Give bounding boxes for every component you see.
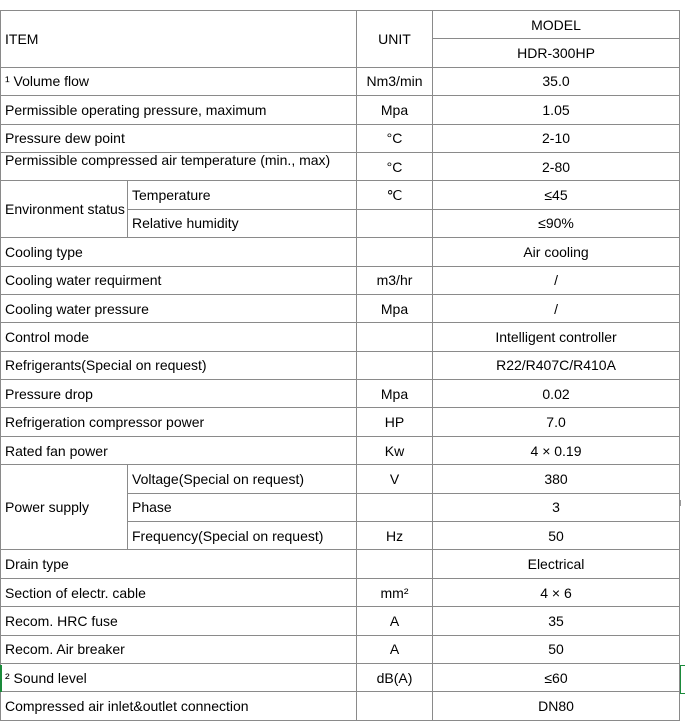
row-item: Rated fan power: [1, 436, 357, 464]
row-value: 50: [433, 522, 680, 550]
row-item: Drain type: [1, 550, 357, 578]
row-value: Air cooling: [433, 238, 680, 266]
row-unit: dB(A): [357, 663, 433, 691]
row-value: 35.0: [433, 67, 680, 95]
row-unit: V: [357, 465, 433, 493]
row-unit: m3/hr: [357, 266, 433, 294]
row-unit: [357, 493, 433, 521]
row-value: DN80: [433, 692, 680, 720]
row-subitem: Relative humidity: [128, 209, 357, 237]
row-item: Cooling type: [1, 238, 357, 266]
row-value: 4 × 0.19: [433, 436, 680, 464]
row-value: ≤45: [433, 181, 680, 209]
row-item: ¹ Volume flow: [1, 67, 357, 95]
header-unit: UNIT: [357, 11, 433, 68]
row-value: 4 × 6: [433, 578, 680, 606]
row-value: 0.02: [433, 380, 680, 408]
table-row: [1, 380, 680, 408]
row-item: Cooling water requirment: [1, 266, 357, 294]
table-row: [1, 181, 680, 209]
table-row: [1, 351, 680, 379]
row-value: ≤60: [433, 663, 680, 691]
row-value: 1.05: [433, 96, 680, 124]
row-item: Cooling water pressure: [1, 294, 357, 322]
row-unit: Kw: [357, 436, 433, 464]
row-subitem: Voltage(Special on request): [128, 465, 357, 493]
row-value: 2-10: [433, 124, 680, 152]
header-model-value: HDR-300HP: [433, 39, 680, 67]
row-unit: [357, 550, 433, 578]
row-unit: Mpa: [357, 96, 433, 124]
row-value: 380: [433, 465, 680, 493]
row-item: Section of electr. cable: [1, 578, 357, 606]
table-row: [1, 323, 680, 351]
table-row: [1, 67, 680, 95]
row-unit: [357, 692, 433, 720]
row-unit: [357, 351, 433, 379]
row-unit: Nm3/min: [357, 67, 433, 95]
row-unit: Mpa: [357, 294, 433, 322]
row-unit: [357, 323, 433, 351]
row-item: Permissible operating pressure, maximum: [1, 96, 357, 124]
row-item: Compressed air inlet&outlet connection: [1, 692, 357, 720]
row-value: 50: [433, 635, 680, 663]
row-value: ≤90%: [433, 209, 680, 237]
row-unit: °C: [357, 124, 433, 152]
selection-left-edge: [0, 665, 2, 692]
row-unit: A: [357, 635, 433, 663]
spec-table: [0, 10, 680, 721]
row-value: R22/R407C/R410A: [433, 351, 680, 379]
row-subitem: Phase: [128, 493, 357, 521]
table-row: [1, 607, 680, 635]
row-item: ² Sound level: [1, 663, 357, 691]
row-unit: mm²: [357, 578, 433, 606]
row-item: Pressure drop: [1, 380, 357, 408]
row-value: 35: [433, 607, 680, 635]
row-unit: A: [357, 607, 433, 635]
row-item: Recom. HRC fuse: [1, 607, 357, 635]
row-item: Refrigerants(Special on request): [1, 351, 357, 379]
table-row: [1, 238, 680, 266]
row-subitem: Temperature: [128, 181, 357, 209]
row-unit: [357, 238, 433, 266]
row-unit: °C: [357, 152, 433, 180]
table-row: [1, 550, 680, 578]
table-row: [1, 152, 680, 180]
table-row: [1, 294, 680, 322]
row-value: /: [433, 294, 680, 322]
row-item: Pressure dew point: [1, 124, 357, 152]
header-model-label: MODEL: [433, 11, 680, 39]
table-row: [1, 266, 680, 294]
row-unit: ℃: [357, 181, 433, 209]
row-item: Refrigeration compressor power: [1, 408, 357, 436]
row-item-text: Permissible compressed air temperature (min., max): [5, 152, 331, 168]
environment-status-label: Environment status: [1, 181, 128, 238]
table-row: [1, 465, 680, 493]
table-row: [1, 124, 680, 152]
header-row: [1, 11, 680, 39]
table-row: [1, 408, 680, 436]
table-row: [1, 692, 680, 720]
table-row: [1, 663, 680, 691]
row-item: Control mode: [1, 323, 357, 351]
row-unit: [357, 209, 433, 237]
row-unit: Hz: [357, 522, 433, 550]
row-unit: HP: [357, 408, 433, 436]
selection-right-edge: [680, 665, 685, 694]
header-item: ITEM: [1, 11, 357, 68]
table-row: [1, 578, 680, 606]
row-value: 3: [433, 493, 680, 521]
row-value: Electrical: [433, 550, 680, 578]
table-row: [1, 96, 680, 124]
table-row: [1, 436, 680, 464]
row-item: Recom. Air breaker: [1, 635, 357, 663]
power-supply-label: Power supply: [1, 465, 128, 550]
row-subitem: Frequency(Special on request): [128, 522, 357, 550]
row-item: [1, 152, 357, 180]
row-value: /: [433, 266, 680, 294]
row-value: 7.0: [433, 408, 680, 436]
row-unit: Mpa: [357, 380, 433, 408]
row-value: Intelligent controller: [433, 323, 680, 351]
cell-edge-tick: [680, 500, 684, 506]
table-row: [1, 635, 680, 663]
row-value: 2-80: [433, 152, 680, 180]
